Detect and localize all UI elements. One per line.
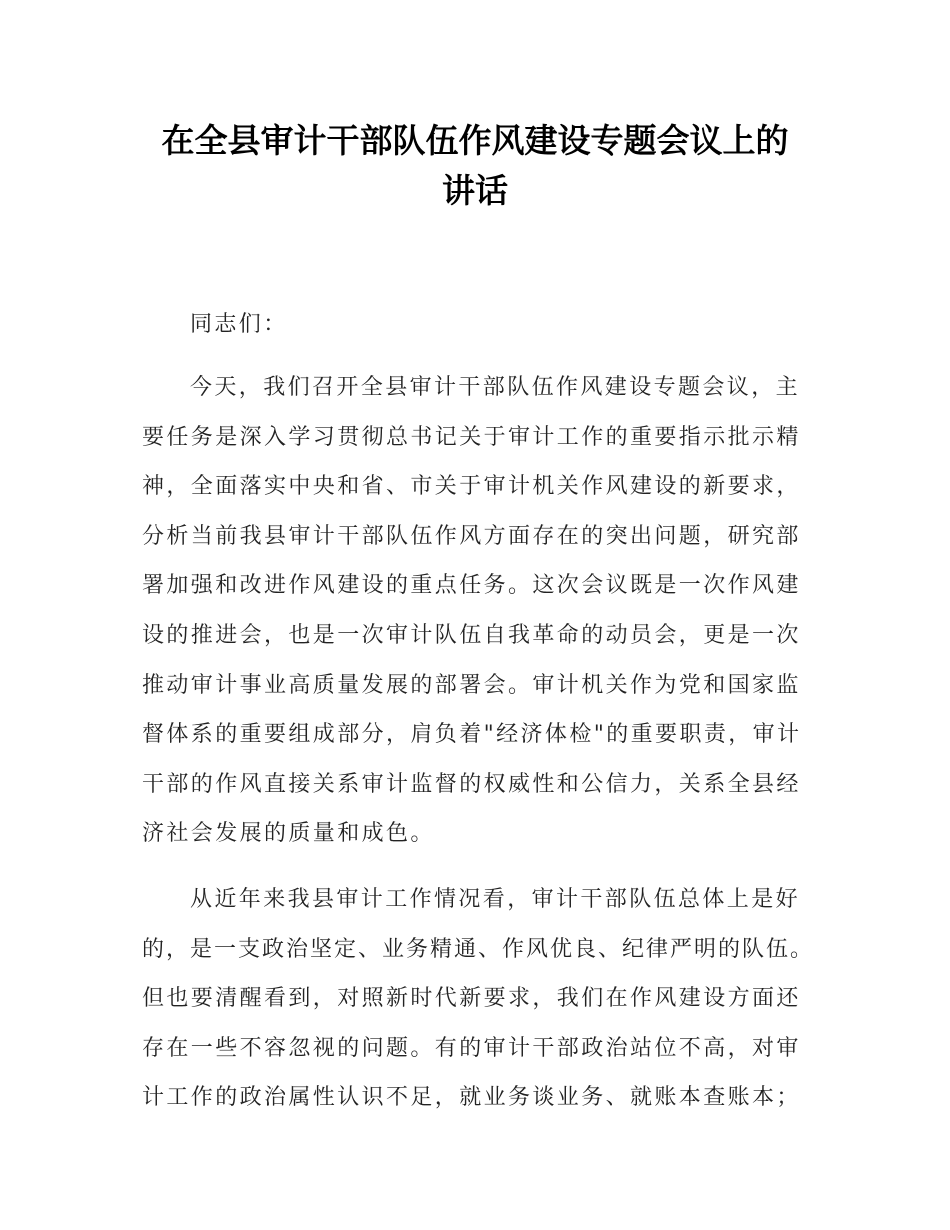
- paragraph-line: 要任务是深入学习贯彻总书记关于审计工作的重要指示批示精: [142, 425, 801, 450]
- paragraph-line: 推动审计事业高质量发展的部署会。审计机关作为党和国家监: [142, 673, 801, 698]
- paragraph-line: 但也要清醒看到，对照新时代新要求，我们在作风建设方面还: [142, 986, 801, 1011]
- paragraph-line: 济社会发展的质量和成色。: [142, 821, 435, 846]
- paragraph-line: 干部的作风直接关系审计监督的权威性和公信力，关系全县经: [142, 772, 801, 797]
- paragraph-line: 神，全面落实中央和省、市关于审计机关作风建设的新要求，: [142, 474, 801, 499]
- document-title: [140, 116, 810, 216]
- paragraph-line: 今天，我们召开全县审计干部队伍作风建设专题会议，主: [190, 375, 801, 400]
- paragraph-line: 存在一些不容忽视的问题。有的审计干部政治站位不高，对审: [142, 1036, 801, 1061]
- title-line-1: 在全县审计干部队伍作风建设专题会议上的: [161, 121, 789, 160]
- salutation: 同志们：: [190, 312, 288, 337]
- paragraph-line: 的，是一支政治坚定、业务精通、作风优良、纪律严明的队伍。: [142, 937, 815, 962]
- paragraph-line: 设的推进会，也是一次审计队伍自我革命的动员会，更是一次: [142, 623, 801, 648]
- paragraph-line: 从近年来我县审计工作情况看，审计干部队伍总体上是好: [190, 887, 801, 912]
- title-line-2: 讲话: [442, 171, 508, 210]
- paragraph-line: 分析当前我县审计干部队伍作风方面存在的突出问题，研究部: [142, 524, 801, 549]
- paragraph-line: 督体系的重要组成部分，肩负着"经济体检"的重要职责，审计: [142, 722, 802, 747]
- paragraph-line: 署加强和改进作风建设的重点任务。这次会议既是一次作风建: [142, 573, 801, 598]
- paragraph-line: 计工作的政治属性认识不足，就业务谈业务、就账本查账本；: [142, 1085, 801, 1110]
